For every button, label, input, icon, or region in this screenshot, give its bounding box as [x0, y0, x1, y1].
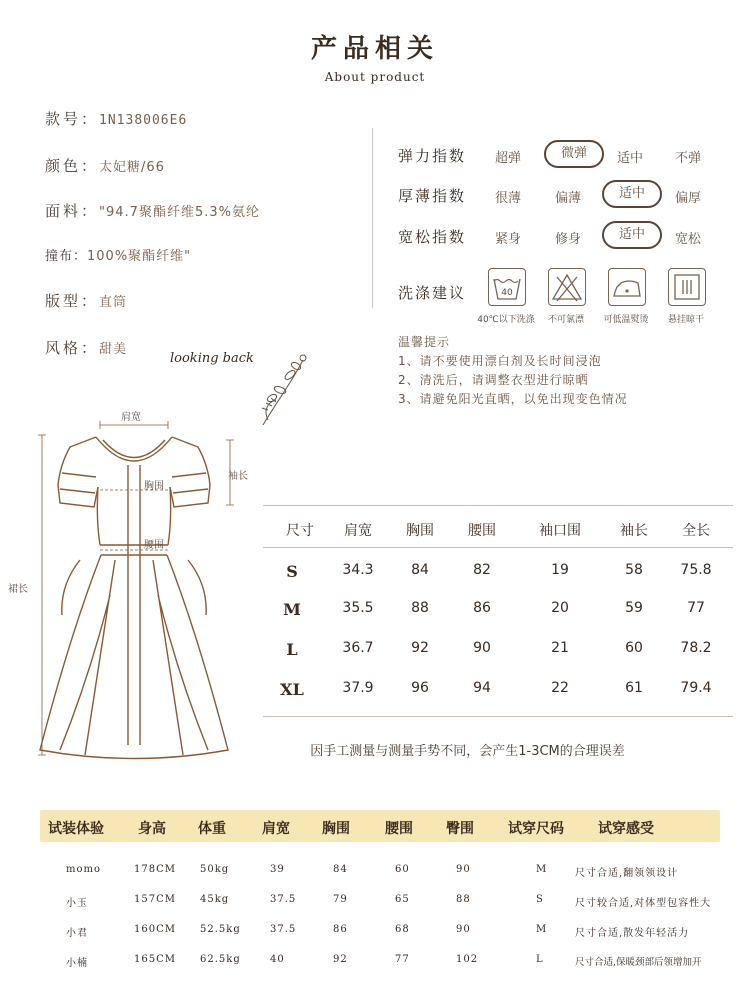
try-cell: L: [536, 954, 544, 965]
table-cell: 59: [625, 600, 643, 616]
info-label: 颜色：: [45, 157, 100, 175]
table-rule: [263, 547, 733, 548]
table-cell: 90: [473, 640, 491, 656]
size-cell: XL: [280, 680, 304, 699]
header-cell: 全长: [682, 523, 710, 539]
option-no-elastic: 不弹: [674, 151, 701, 166]
table-cell: 22: [551, 680, 569, 696]
try-cell: 102: [456, 954, 479, 965]
header-cell: 袖口围: [539, 523, 581, 539]
try-cell: 65: [395, 894, 410, 905]
header-cell: 肩宽: [344, 523, 372, 539]
svg-text:40: 40: [501, 288, 513, 298]
try-header-cell: 试装体验: [48, 821, 104, 837]
index-label: 厚薄指数: [398, 187, 467, 205]
info-fabric: [45, 200, 260, 221]
info-label: 版型：: [45, 292, 100, 310]
option-thick: 偏厚: [674, 191, 701, 206]
info-contrast-fabric: [45, 245, 191, 264]
page-subtitle: About product: [324, 70, 426, 84]
info-value: 100%聚酯纤维": [87, 249, 192, 264]
tip-line: 2、清洗后，请调整衣型进行晾晒: [398, 373, 589, 387]
table-cell: 37.9: [342, 680, 374, 696]
option-thin: 偏薄: [554, 191, 581, 206]
wash-caption: 40℃以下洗涤: [477, 315, 535, 325]
table-cell: 77: [687, 600, 705, 616]
table-cell: 20: [551, 600, 569, 616]
try-cell: 62.5kg: [200, 954, 241, 965]
table-rule: [263, 505, 733, 506]
page-title: 产品相关: [310, 34, 439, 64]
table-cell: 94: [473, 680, 491, 696]
option-moderate-selected: 适中: [602, 180, 662, 208]
try-cell: 小玉: [66, 898, 88, 909]
option-slim: 修身: [554, 232, 581, 247]
try-cell: 37.5: [270, 924, 297, 935]
dress-illustration-icon: [0, 395, 260, 775]
looseness-index: [398, 226, 728, 250]
info-value: 1N138006E6: [99, 113, 188, 128]
try-header-cell: 身高: [138, 821, 166, 837]
try-header-cell: 试穿感受: [598, 821, 654, 837]
tips-title: 温馨提示: [398, 335, 451, 349]
table-cell: 61: [625, 680, 643, 696]
try-cell: 79: [333, 894, 348, 905]
header-cell: 胸围: [406, 523, 434, 539]
option-super-elastic: 超弹: [494, 151, 521, 166]
label-shoulder: 肩宽: [121, 412, 141, 423]
label-chest: 胸围: [144, 481, 164, 492]
info-value: 直筒: [99, 295, 128, 310]
try-cell: 165CM: [134, 954, 176, 965]
info-label: 款号：: [45, 110, 100, 128]
table-cell: 60: [625, 640, 643, 656]
try-header-cell: 腰围: [385, 821, 413, 837]
try-cell: 52.5kg: [200, 924, 241, 935]
tip-line: 3、请避免阳光直晒，以免出现变色情况: [398, 392, 628, 406]
try-cell: 尺寸合适,散发年轻活力: [575, 928, 690, 939]
thickness-index: [398, 185, 728, 209]
wash-40-icon: [488, 268, 526, 306]
info-label: 面料：: [45, 202, 100, 220]
table-cell: 75.8: [680, 562, 712, 578]
wash-label: 洗涤建议: [398, 284, 467, 302]
wash-caption: 可低温熨烫: [603, 315, 649, 325]
size-cell: L: [286, 640, 298, 659]
try-cell: 39: [270, 864, 285, 875]
table-rule: [263, 716, 733, 717]
try-cell: 88: [456, 894, 471, 905]
option-very-thin: 很薄: [494, 191, 521, 206]
option-loose: 宽松: [674, 232, 701, 247]
elasticity-index: [398, 145, 728, 169]
table-cell: 21: [551, 640, 569, 656]
tip-line: 1、请不要使用漂白剂及长时间浸泡: [398, 354, 602, 368]
option-slight-elastic-selected: 微弹: [544, 140, 604, 168]
try-cell: 45kg: [200, 894, 230, 905]
try-cell: 尺寸合适,翻领领设计: [575, 868, 679, 879]
option-tight: 紧身: [494, 232, 521, 247]
try-cell: 160CM: [134, 924, 176, 935]
try-cell: 尺寸合适,保暖颈部后领增加开: [575, 957, 702, 968]
info-value: "94.7聚酯纤维5.3%氨纶: [99, 205, 260, 220]
table-cell: 96: [411, 680, 429, 696]
try-cell: 90: [456, 864, 471, 875]
table-cell: 58: [625, 562, 643, 578]
table-cell: 36.7: [342, 640, 374, 656]
info-value: 甜美: [99, 342, 128, 357]
wash-caption: 不可氯漂: [547, 315, 584, 325]
label-waist: 腰围: [144, 540, 164, 551]
info-color: [45, 155, 165, 176]
try-cell: M: [536, 924, 548, 935]
table-cell: 88: [411, 600, 429, 616]
try-cell: M: [536, 864, 548, 875]
try-cell: 90: [456, 924, 471, 935]
low-iron-icon: [608, 268, 646, 306]
wash-caption: 悬挂晾干: [667, 315, 704, 325]
info-style: [45, 337, 127, 358]
option-moderate-selected: 适中: [602, 221, 662, 249]
info-style-no: [45, 108, 187, 129]
label-length: 裙长: [8, 584, 28, 595]
try-cell: 77: [395, 954, 410, 965]
info-label: 撞布：: [45, 249, 88, 264]
header-cell: 腰围: [468, 523, 496, 539]
table-cell: 86: [473, 600, 491, 616]
table-cell: 84: [411, 562, 429, 578]
try-cell: 178CM: [134, 864, 176, 875]
looking-back-text: looking back: [170, 351, 254, 366]
try-cell: 40: [270, 954, 285, 965]
table-cell: 19: [551, 562, 569, 578]
try-cell: 92: [333, 954, 348, 965]
try-header-cell: 臀围: [446, 821, 474, 837]
hang-dry-icon: [668, 268, 706, 306]
try-cell: 37.5: [270, 894, 297, 905]
try-cell: momo: [66, 864, 102, 875]
try-cell: 68: [395, 924, 410, 935]
try-cell: 86: [333, 924, 348, 935]
header-cell: 袖长: [620, 523, 648, 539]
dress-sketch: [0, 395, 260, 779]
try-header-cell: 试穿尺码: [508, 821, 564, 837]
info-value: 太妃糖/66: [99, 160, 165, 175]
table-cell: 35.5: [342, 600, 374, 616]
try-header-cell: 胸围: [322, 821, 350, 837]
try-cell: 小君: [66, 928, 88, 939]
try-cell: 尺寸较合适,对体型包容性大: [575, 898, 712, 909]
size-cell: S: [286, 562, 298, 581]
table-cell: 82: [473, 562, 491, 578]
measurement-note: 因手工测量与测量手势不同，会产生1-3CM的合理误差: [310, 744, 625, 759]
no-bleach-icon: [548, 268, 586, 306]
info-label: 风格：: [45, 339, 100, 357]
try-cell: 84: [333, 864, 348, 875]
try-cell: 60: [395, 864, 410, 875]
try-cell: 小楠: [66, 958, 88, 969]
table-cell: 78.2: [680, 640, 712, 656]
table-cell: 79.4: [680, 680, 712, 696]
header-cell: 尺寸: [286, 523, 314, 539]
table-cell: 34.3: [342, 562, 374, 578]
section-divider: [372, 128, 373, 308]
label-sleeve: 袖长: [228, 471, 248, 482]
try-header-cell: 肩宽: [262, 821, 290, 837]
index-label: 宽松指数: [398, 228, 467, 246]
option-moderate: 适中: [616, 151, 643, 166]
try-header-cell: 体重: [198, 821, 226, 837]
try-cell: S: [536, 894, 544, 905]
table-cell: 92: [411, 640, 429, 656]
try-cell: 157CM: [134, 894, 176, 905]
try-cell: 50kg: [200, 864, 230, 875]
index-label: 弹力指数: [398, 147, 467, 165]
size-cell: M: [283, 600, 301, 619]
info-fit: [45, 290, 127, 311]
